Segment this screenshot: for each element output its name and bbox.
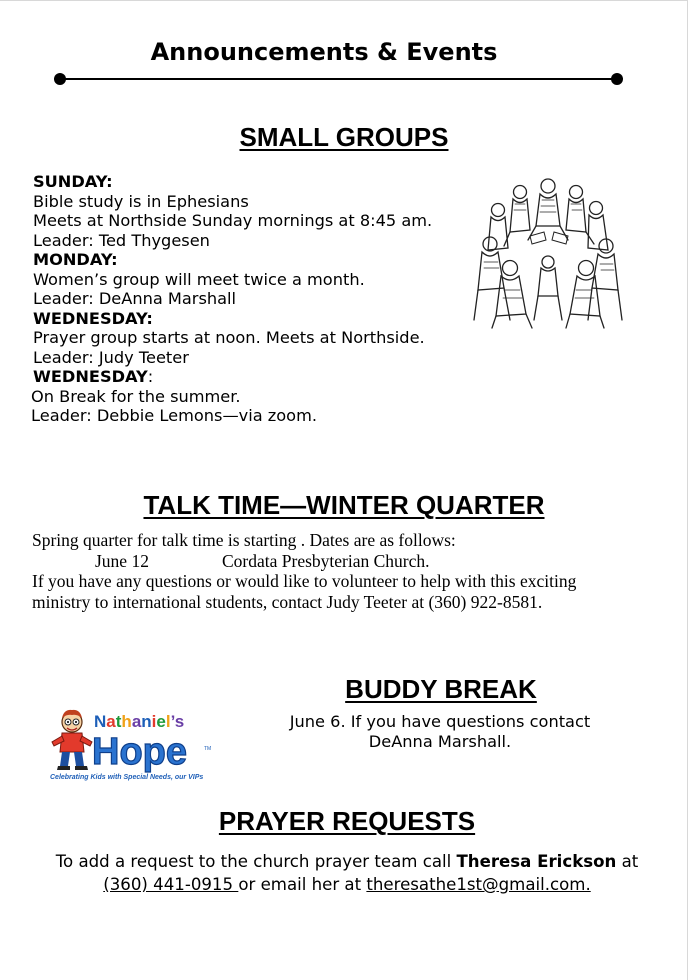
buddy-break-line1: June 6. If you have questions contact bbox=[289, 712, 591, 731]
talk-time-heading: TALK TIME—WINTER QUARTER bbox=[143, 490, 545, 520]
prayer-requests-heading: PRAYER REQUESTS bbox=[218, 806, 476, 836]
nathaniels-hope-logo bbox=[48, 706, 216, 782]
buddy-break-body bbox=[270, 712, 610, 752]
group-day-label: WEDNESDAY: bbox=[33, 308, 153, 328]
rule-dot-right bbox=[611, 73, 623, 85]
group-detail-line: Leader: Judy Teeter bbox=[33, 347, 189, 367]
prayer-email-link[interactable]: theresathe1st@gmail.com. bbox=[366, 875, 591, 894]
group-detail-line: Women’s group will meet twice a month. bbox=[33, 269, 365, 289]
svg-text:Nathaniel’s: Nathaniel’s bbox=[94, 712, 185, 731]
logo-hope-text: Hope bbox=[92, 731, 187, 773]
small-groups-list bbox=[33, 172, 473, 426]
logo-tagline: Celebrating Kids with Special Needs, our VIPs bbox=[50, 774, 204, 781]
title-rule bbox=[60, 78, 617, 80]
group-day-label: WEDNESDAY: bbox=[33, 367, 154, 386]
prayer-contact-name: Theresa Erickson bbox=[456, 852, 617, 871]
group-detail-line: Prayer group starts at noon. Meets at Northside. bbox=[33, 328, 425, 347]
talk-time-schedule-row bbox=[32, 551, 672, 572]
page-title: Announcements & Events bbox=[150, 38, 498, 66]
group-day-label: MONDAY: bbox=[33, 250, 118, 269]
talk-time-body bbox=[32, 530, 672, 612]
talk-time-line3: If you have any questions or would like to volunteer to help with this exciting bbox=[32, 571, 577, 591]
talk-time-location: Cordata Presbyterian Church. bbox=[222, 550, 430, 571]
group-detail-line: Leader: Debbie Lemons—via zoom. bbox=[31, 406, 317, 425]
group-detail-line: On Break for the summer. bbox=[31, 386, 241, 406]
group-detail-line: Meets at Northside Sunday mornings at 8:45 am. bbox=[33, 211, 433, 230]
prayer-phone-link[interactable]: (360) 441-0915 bbox=[103, 875, 239, 894]
small-groups-heading: SMALL GROUPS bbox=[239, 122, 449, 152]
mascot-boy-icon bbox=[52, 710, 92, 770]
people-circle-sketch-icon bbox=[470, 170, 626, 332]
talk-time-line4: ministry to international students, contact Judy Teeter at (360) 922-8581. bbox=[32, 591, 543, 612]
group-detail-line: Bible study is in Ephesians bbox=[33, 191, 249, 211]
talk-time-intro: Spring quarter for talk time is starting . Dates are as follows: bbox=[32, 530, 456, 550]
group-day-label: SUNDAY: bbox=[33, 172, 113, 191]
group-detail-line: Leader: Ted Thygesen bbox=[33, 230, 210, 250]
talk-time-date: June 12 bbox=[95, 550, 149, 571]
prayer-line2: (360) 441-0915 or email her at theresathe1st@gmail.com. bbox=[103, 875, 591, 894]
buddy-break-heading: BUDDY BREAK bbox=[345, 674, 537, 704]
buddy-break-line2: DeAnna Marshall. bbox=[368, 732, 512, 751]
prayer-line1: To add a request to the church prayer team call Theresa Erickson at bbox=[55, 852, 639, 871]
prayer-requests-body bbox=[30, 850, 664, 896]
svg-text:TM: TM bbox=[204, 746, 212, 752]
group-detail-line: Leader: DeAnna Marshall bbox=[33, 289, 237, 308]
